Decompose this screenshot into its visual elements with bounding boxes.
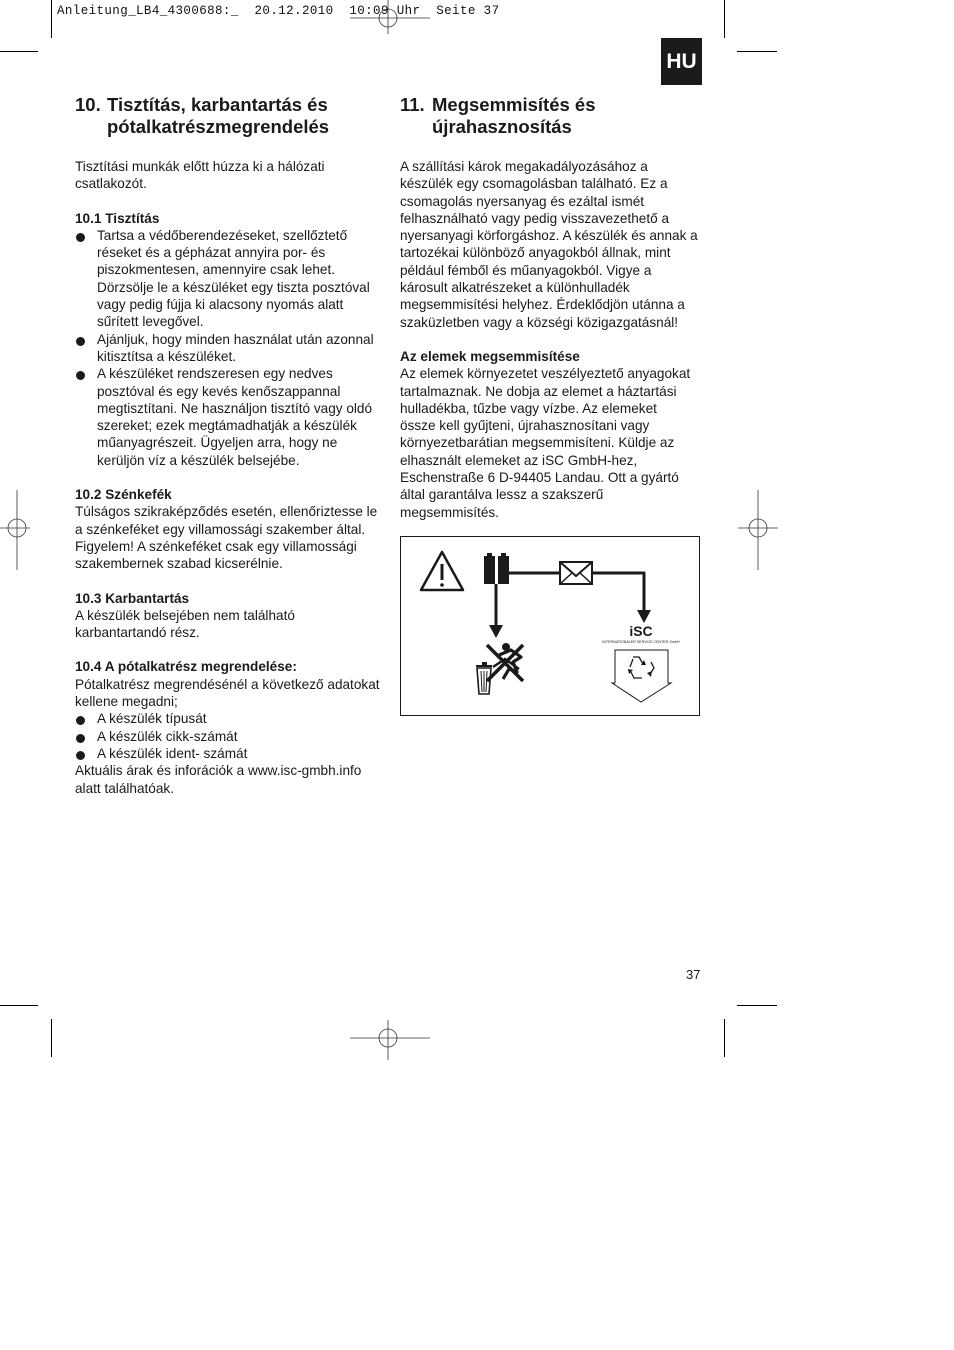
section-title-text: Tisztítás, karbantartás és pótalkatrészmegrendelés bbox=[107, 94, 330, 137]
registration-mark-right bbox=[738, 490, 778, 570]
battery-icon bbox=[484, 553, 509, 584]
paragraph: Az elemek környezetet veszélyeztető anyagokat tartalmaznak. Ne dobja az elemet a háztartási hulladékba, tűzbe vagy vízbe. Az elemeket össze kell gyűjteni, újrahasznosítani vagy környezetbarátian megsemmisíteni. Küldje az elhasznált elemeket az iSC GmbH-hez, Eschenstraße 6 D-94405 Landau. Ott a gyártó által garantálva lessz a szakszerű megsemmisítés. bbox=[400, 366, 691, 520]
section-title-text: Megsemmisítés és újrahasznosítás bbox=[432, 94, 596, 137]
cleaning-list bbox=[75, 227, 380, 469]
section-number: 11. bbox=[400, 94, 425, 115]
paragraph: Aktuális árak és inforációk a www.isc-gmbh.info alatt találhatóak. bbox=[75, 763, 362, 796]
recycling-icon bbox=[612, 650, 671, 702]
isc-subtitle-text: INTERNATIONALER SERVICE CENTER GmbH bbox=[602, 640, 680, 644]
isc-logo-text: iSC bbox=[629, 623, 653, 639]
paragraph: A szállítási károk megakadályozásához a készülék egy csomagolásban található. Ez a csomagolás nyersanyag és ezáltal ismét felhasználható vagy pedig visszavezethető a nyersanyagi körforgáshoz. A készülék és annak a tartozékai különböző anyagokból állnak, mint például fémből és műanyagokból. Vigye a károsult alkatrészeket a különhulladék megsemmisítési helyhez. Érdeklődjön utánna a szaküzletben vagy a községi közigazgatásnál! bbox=[400, 159, 698, 330]
list-item: A készülék ident- számát bbox=[75, 745, 380, 762]
list-item: Tartsa a védőberendezéseket, szellőztető réseket és a gépházat annyira por- és piszokmentesen, amennyire csak lehet. Dörzsölje le a készüléket egy tiszta posztóval vagy pedig fújja ki alacsony nyomás alatt sűrített levegővel. bbox=[75, 227, 380, 331]
list-item: A készülék cikk-számát bbox=[75, 728, 380, 745]
subsection-heading: 10.3 Karbantartás bbox=[75, 590, 190, 606]
isc-logo bbox=[602, 623, 680, 644]
paragraph: A készülék belsejében nem található karbantartandó rész. bbox=[75, 607, 295, 641]
section-11-title bbox=[400, 94, 705, 138]
warning-icon bbox=[421, 552, 463, 590]
subsection-heading: 10.2 Szénkefék bbox=[75, 487, 172, 503]
page-number: 37 bbox=[686, 967, 701, 982]
subsection-heading: 10.1 Tisztítás bbox=[75, 210, 160, 226]
subsection-heading: 10.4 A pótalkatrész megrendelése: bbox=[75, 659, 297, 675]
right-column bbox=[400, 94, 705, 521]
list-item: Ajánljuk, hogy minden használat után azonnal kitisztítsa a készüléket. bbox=[75, 331, 380, 366]
language-badge: HU bbox=[661, 38, 702, 85]
disposal-diagram bbox=[400, 536, 700, 716]
registration-mark-top bbox=[350, 0, 430, 34]
registration-mark-bottom bbox=[350, 1020, 430, 1060]
list-item: A készülék típusát bbox=[75, 710, 380, 727]
intro-text: Tisztítási munkák előtt húzza ki a hálózati csatlakozót. bbox=[75, 159, 325, 192]
paragraph: Pótalkatrész megrendésénél a következő adatokat kellene megadni; bbox=[75, 676, 380, 710]
left-column bbox=[75, 94, 380, 797]
paragraph: Túlságos szikraképződés esetén, ellenőriztesse le a szénkeféket egy villamossági szakember által. Figyelem! A szénkeféket csak egy villamossági szakembernek szabad kicserélnie. bbox=[75, 504, 378, 572]
section-10-title bbox=[75, 94, 380, 138]
envelope-icon bbox=[560, 562, 592, 584]
subsection-heading: Az elemek megsemmisítése bbox=[400, 348, 580, 364]
registration-mark-left bbox=[0, 490, 30, 570]
section-number: 10. bbox=[75, 94, 101, 115]
list-item: A készüléket rendszeresen egy nedves posztóval és egy kevés kenőszappannal megtisztítani. Ne használjon tisztító vagy oldó szereket; ezek megtámadhatják a készülék műanyagrészeit. Ügyeljen arra, hogy ne kerüljön víz a készülék belsejébe. bbox=[75, 365, 380, 469]
spare-parts-list bbox=[75, 710, 380, 762]
print-slug-line: Anleitung_LB4_4300688:_ 20.12.2010 10:09 Uhr Seite 37 bbox=[57, 4, 500, 18]
crossed-bin-icon bbox=[476, 643, 523, 694]
